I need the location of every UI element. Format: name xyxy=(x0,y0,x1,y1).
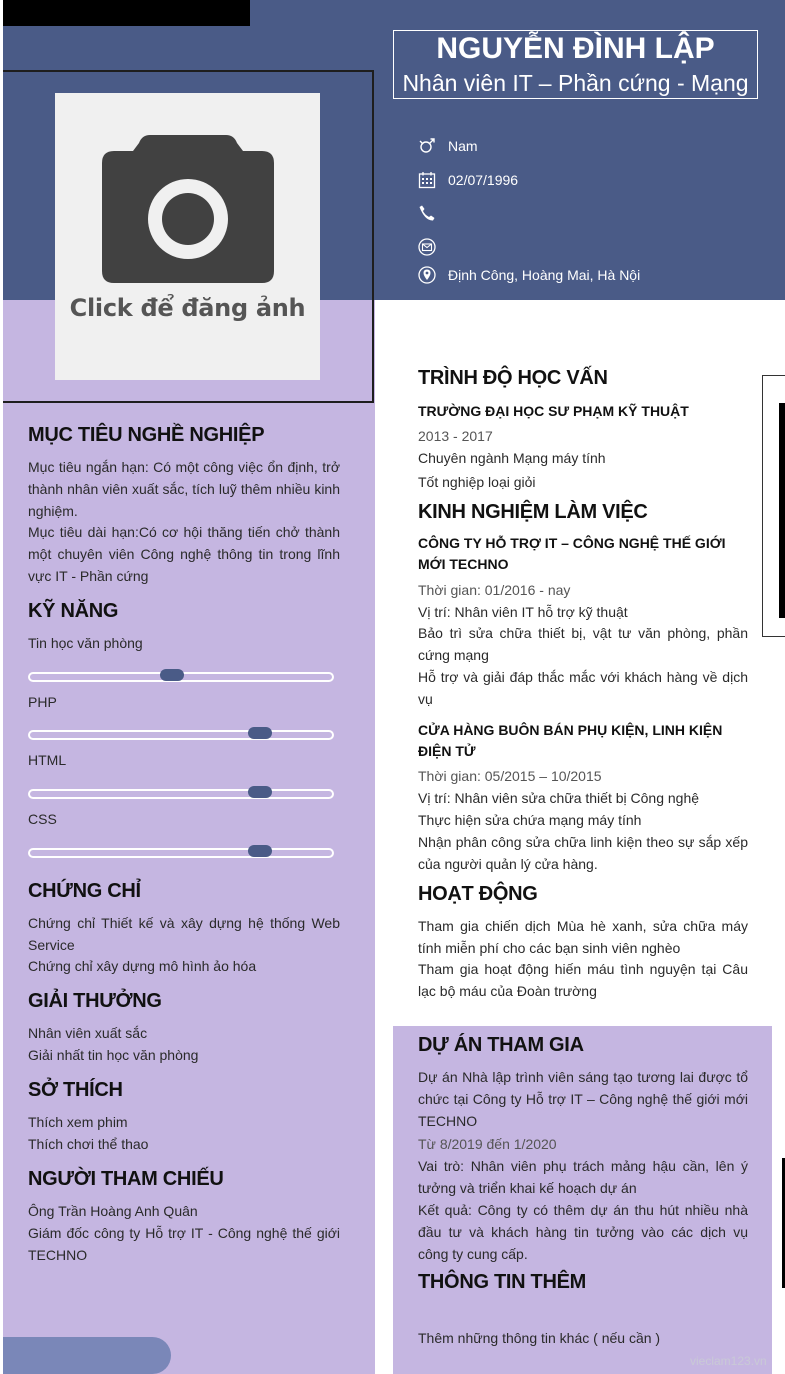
skill-knob[interactable] xyxy=(248,727,272,739)
projects-title[interactable]: DỰ ÁN THAM GIA xyxy=(418,1034,584,1056)
hobbies-title[interactable]: SỞ THÍCH xyxy=(28,1079,123,1101)
side-black-strip xyxy=(779,403,785,618)
camera-icon xyxy=(102,135,274,283)
experience-position[interactable]: Vị trí: Nhân viên IT hỗ trợ kỹ thuật xyxy=(418,604,628,620)
photo-upload[interactable] xyxy=(55,93,320,380)
award-item[interactable]: Nhân viên xuất sắc xyxy=(28,1025,148,1041)
experience-period[interactable]: Thời gian: 01/2016 - nay xyxy=(418,582,571,598)
education-title[interactable]: TRÌNH ĐỘ HỌC VẤN xyxy=(418,367,608,389)
certificate-item[interactable]: Chứng chỉ xây dựng mô hình ảo hóa xyxy=(28,958,257,974)
name-box[interactable] xyxy=(393,30,758,99)
skill-label: PHP xyxy=(28,694,57,710)
experience-duty[interactable]: Bảo trì sửa chữa thiết bị, vật tư văn phòng, phần cứng mạng xyxy=(418,625,748,663)
references-title[interactable]: NGƯỜI THAM CHIẾU xyxy=(28,1168,224,1190)
skill-label: CSS xyxy=(28,811,57,827)
email-icon xyxy=(417,238,436,257)
skill-label: Tin học văn phòng xyxy=(28,635,143,651)
experience-period[interactable]: Thời gian: 05/2015 – 10/2015 xyxy=(418,768,602,784)
location-icon xyxy=(417,266,436,285)
activity-item[interactable]: Tham gia hoạt động hiến máu tình nguyện tại Câu lạc bộ máu của Đoàn trường xyxy=(418,961,748,999)
project-description[interactable]: Dự án Nhà lập trình viên sáng tạo tương lai được tổ chức tại Công ty Hỗ trợ IT – Công nghệ thế giới mới TECHNO xyxy=(418,1069,748,1129)
skill-knob[interactable] xyxy=(248,786,272,798)
education-school[interactable]: TRƯỜNG ĐẠI HỌC SƯ PHẠM KỸ THUẬT xyxy=(418,403,689,419)
activity-item[interactable]: Tham gia chiến dịch Mùa hè xanh, sửa chữa máy tính miễn phí cho các bạn sinh viên nghèo xyxy=(418,918,748,956)
contact-address[interactable] xyxy=(417,264,640,286)
activities-title[interactable]: HOẠT ĐỘNG xyxy=(418,883,538,905)
project-role[interactable]: Vai trò: Nhân viên phụ trách mảng hậu cần, lên ý tưởng và triển khai kế hoạch dự án xyxy=(418,1158,748,1196)
extra-info-title[interactable]: THÔNG TIN THÊM xyxy=(418,1271,587,1293)
photo-caption: Click để đăng ảnh xyxy=(69,294,306,322)
birthday-value: 02/07/1996 xyxy=(448,172,519,188)
education-major[interactable]: Chuyên ngành Mạng máy tính xyxy=(418,450,606,466)
contact-email[interactable] xyxy=(417,236,448,258)
award-item[interactable]: Giải nhất tin học văn phòng xyxy=(28,1047,199,1063)
awards-title[interactable]: GIẢI THƯỞNG xyxy=(28,990,162,1012)
contact-gender[interactable] xyxy=(417,135,478,157)
watermark: vieclam123.vn xyxy=(690,1354,767,1368)
career-goal-long[interactable]: Mục tiêu dài hạn:Có cơ hội thăng tiến chở thành một chuyên viên Công nghệ thông tin trong lĩnh vực IT - Phần cứng xyxy=(28,524,340,584)
top-black-bar xyxy=(3,0,250,26)
phone-icon xyxy=(417,204,436,223)
hobby-item[interactable]: Thích xem phim xyxy=(28,1114,128,1130)
hobby-item[interactable]: Thích chơi thể thao xyxy=(28,1136,149,1152)
bottom-pill xyxy=(3,1337,171,1374)
contact-birthday[interactable] xyxy=(417,169,518,191)
skill-label: HTML xyxy=(28,752,67,768)
education-period[interactable]: 2013 - 2017 xyxy=(418,428,493,444)
experience-duty[interactable]: Thực hiện sửa chứa mạng máy tính xyxy=(418,812,642,828)
experience-duty[interactable]: Nhận phân công sửa chữa linh kiện theo sự sắp xếp của người quản lý cửa hàng. xyxy=(418,834,748,872)
contact-phone[interactable] xyxy=(417,202,448,224)
experience-company[interactable]: CỬA HÀNG BUÔN BÁN PHỤ KIỆN, LINH KIỆN ĐIỆN TỬ xyxy=(418,722,723,759)
gender-icon xyxy=(417,137,436,156)
gender-value: Nam xyxy=(448,138,478,154)
experience-company[interactable]: CÔNG TY HỖ TRỢ IT – CÔNG NGHỆ THẾ GIỚI MỚI TECHNO xyxy=(418,535,726,572)
calendar-icon xyxy=(417,171,436,190)
experience-title[interactable]: KINH NGHIỆM LÀM VIỆC xyxy=(418,501,648,523)
skill-bar[interactable] xyxy=(28,848,334,858)
career-goal-short[interactable]: Mục tiêu ngắn hạn: Có một công việc ổn định, trở thành nhân viên xuất sắc, tích luỹ thêm nhiều kinh nghiệm. xyxy=(28,459,340,519)
skill-bar[interactable] xyxy=(28,730,334,740)
career-goal-title[interactable]: MỤC TIÊU NGHỀ NGHIỆP xyxy=(28,424,265,446)
full-name: NGUYỄN ĐÌNH LẬP xyxy=(436,32,715,65)
reference-position[interactable]: Giám đốc công ty Hỗ trợ IT - Công nghệ thế giới TECHNO xyxy=(28,1225,340,1263)
extra-info-text[interactable]: Thêm những thông tin khác ( nếu cần ) xyxy=(418,1330,661,1346)
education-grade[interactable]: Tốt nghiệp loại giỏi xyxy=(418,474,536,490)
reference-name[interactable]: Ông Trần Hoàng Anh Quân xyxy=(28,1203,198,1219)
skill-knob[interactable] xyxy=(248,845,272,857)
certificates-title[interactable]: CHỨNG CHỈ xyxy=(28,880,141,902)
skill-knob[interactable] xyxy=(160,669,184,681)
address-value: Định Công, Hoàng Mai, Hà Nội xyxy=(448,267,641,283)
certificate-item[interactable]: Chứng chỉ Thiết kế và xây dựng hệ thống Web Service xyxy=(28,915,340,953)
experience-position[interactable]: Vị trí: Nhân viên sửa chữa thiết bị Công nghệ xyxy=(418,790,700,806)
project-period[interactable]: Từ 8/2019 đến 1/2020 xyxy=(418,1136,557,1152)
skill-bar[interactable] xyxy=(28,789,334,799)
job-title: Nhân viên IT – Phần cứng - Mạng xyxy=(402,70,749,96)
experience-duty[interactable]: Hỗ trợ và giải đáp thắc mắc với khách hàng về dịch vụ xyxy=(418,669,748,707)
skills-title[interactable]: KỸ NĂNG xyxy=(28,600,119,622)
project-result[interactable]: Kết quả: Công ty có thêm dự án thu hút nhiều nhà đầu tư và khách hàng tin tưởng vào các dịch vụ công ty cung cấp. xyxy=(418,1202,748,1262)
skill-bar[interactable] xyxy=(28,672,334,682)
